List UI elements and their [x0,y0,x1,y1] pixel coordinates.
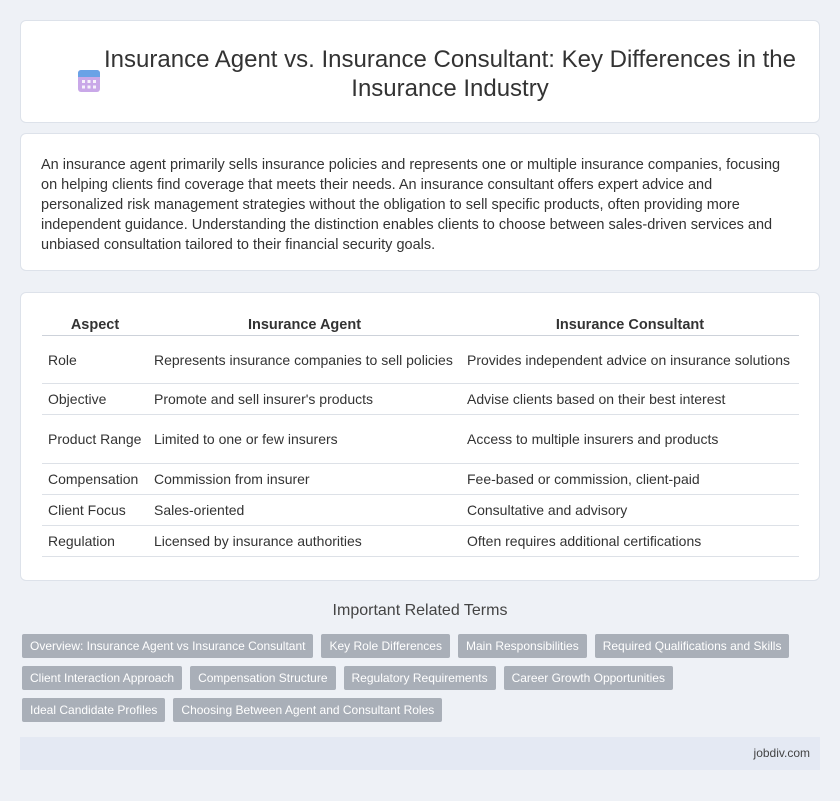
table-header-row [42,314,799,336]
table-cell: Promote and sell insurer's products [148,384,461,415]
related-term-tag[interactable]: Compensation Structure [190,666,335,690]
table-row [42,495,799,526]
table-cell: Product Range [42,415,148,464]
related-term-tag[interactable]: Overview: Insurance Agent vs Insurance Consultant [22,634,313,658]
related-term-tag[interactable]: Client Interaction Approach [22,666,182,690]
table-cell: Sales-oriented [148,495,461,526]
footer-site-link[interactable]: jobdiv.com [753,746,810,760]
table-row [42,464,799,495]
table-cell: Provides independent advice on insurance solutions [461,336,799,384]
related-term-tag[interactable]: Regulatory Requirements [344,666,496,690]
table-cell: Represents insurance companies to sell policies [148,336,461,384]
related-term-tag[interactable]: Required Qualifications and Skills [595,634,790,658]
table-cell: Fee-based or commission, client-paid [461,464,799,495]
table-row [42,336,799,384]
page-title: Insurance Agent vs. Insurance Consultant: Key Differences in the Insurance Industry [104,46,796,102]
comparison-card [20,292,820,581]
table-cell: Commission from insurer [148,464,461,495]
table-cell: Objective [42,384,148,415]
table-row [42,415,799,464]
table-cell: Limited to one or few insurers [148,415,461,464]
column-header: Insurance Agent [148,314,461,336]
table-cell: Licensed by insurance authorities [148,526,461,557]
related-term-tag[interactable]: Choosing Between Agent and Consultant Roles [173,698,442,722]
related-term-tag[interactable]: Key Role Differences [321,634,450,658]
table-cell: Often requires additional certifications [461,526,799,557]
related-terms-heading: Important Related Terms [332,602,508,619]
related-terms-list [22,634,822,722]
table-cell: Advise clients based on their best interest [461,384,799,415]
table-cell: Regulation [42,526,148,557]
intro-paragraph: An insurance agent primarily sells insurance policies and represents one or multiple insurance companies, focusing on helping clients find coverage that meets their needs. An insurance consultant offers expert advice and personalized risk management strategies without the obligation to sell specific products, often providing more independent guidance. Understanding the distinction enables clients to choose between sales-driven services and unbiased consultation tailored to their financial security goals. [41,157,781,253]
table-row [42,384,799,415]
title-card [20,20,820,123]
comparison-table [42,314,799,557]
column-header: Insurance Consultant [461,314,799,336]
related-term-tag[interactable]: Career Growth Opportunities [504,666,673,690]
table-cell: Consultative and advisory [461,495,799,526]
footer [20,737,820,770]
table-row [42,526,799,557]
column-header: Aspect [42,314,148,336]
table-cell: Role [42,336,148,384]
related-term-tag[interactable]: Main Responsibilities [458,634,587,658]
calendar-icon [77,67,101,93]
table-cell: Access to multiple insurers and products [461,415,799,464]
table-cell: Compensation [42,464,148,495]
table-cell: Client Focus [42,495,148,526]
related-term-tag[interactable]: Ideal Candidate Profiles [22,698,165,722]
intro-card [20,133,820,271]
